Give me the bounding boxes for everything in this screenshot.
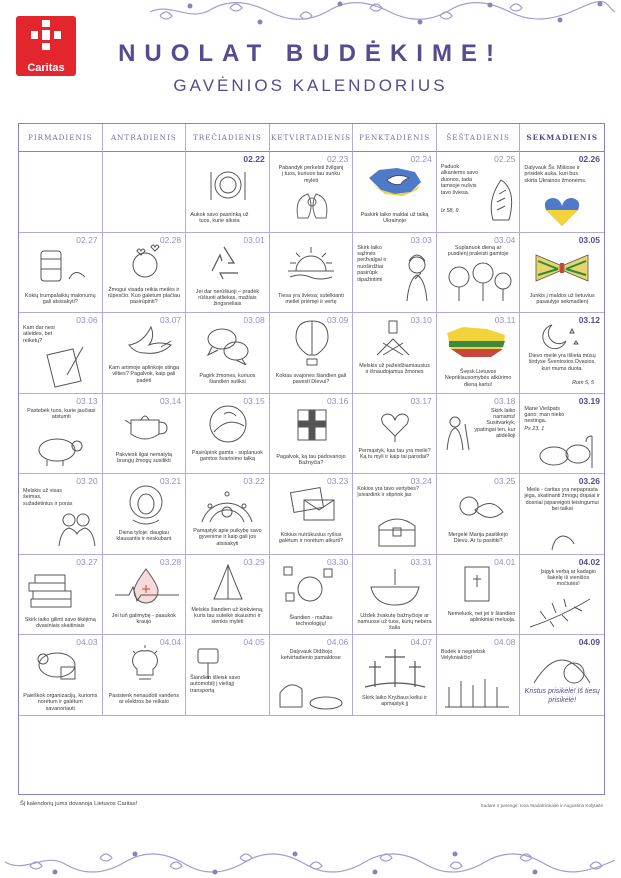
day-cell: [270, 394, 354, 475]
day-date: 03.25: [494, 476, 516, 486]
caritas-logo-text: Caritas: [27, 62, 65, 74]
praying-hands-icon: [208, 561, 248, 605]
day-cell: [19, 394, 103, 475]
day-text: Kokias svajones šiandien gali pavesti Dievui?: [275, 373, 347, 386]
day-cell: [19, 313, 103, 394]
day-date: 03.07: [159, 315, 182, 325]
day-cell: [19, 555, 103, 636]
volunteer-sheep-icon: [33, 645, 83, 685]
bread-icon: [487, 176, 517, 224]
day-cell: [103, 394, 187, 475]
day-text: Pamąstyk apie puikybę savo gyvenime ir kaip gali jos atsisakyti: [193, 528, 262, 547]
day-cell: [353, 394, 437, 475]
day-date: 03.15: [243, 395, 265, 406]
day-cell: [19, 233, 103, 314]
books-stack-icon: [25, 563, 85, 613]
empty-tomb-icon: [530, 645, 594, 685]
cleaning-person-icon: [441, 414, 471, 454]
day-text: Aukok savo pasninką už tuos, kurie alksta: [190, 212, 249, 225]
day-date: 04.04: [159, 637, 182, 647]
day-date: 03.10: [410, 315, 432, 325]
day-cell: [103, 474, 187, 555]
day-cell: [437, 474, 521, 555]
day-text: Melskis už pažeidžiamiausius ir išnaudojamus žmones: [359, 363, 430, 376]
day-cell: [270, 474, 354, 555]
hand-icon: [550, 532, 576, 552]
day-text: Švęsk Lietuvos Nepriklausomybės atkūrimo dieną kartu!: [444, 369, 512, 388]
weekday-header: PIRMADIENIS: [19, 124, 103, 152]
social-media-icon: [280, 563, 340, 611]
day-text: Mane Viešpats gano: man nieko nestinga.: [524, 405, 565, 425]
day-text: Šiandien - mažiau technologijų!: [289, 614, 333, 627]
sleeping-baby-icon: [453, 486, 505, 526]
day-date: 04.02: [578, 556, 600, 567]
day-date: 04.05: [243, 637, 265, 647]
day-text: Budėk ir negriebsk Velykniakčio!: [440, 649, 486, 662]
day-date: 03.06: [76, 315, 98, 325]
ukraine-map-dove-icon: [367, 164, 423, 198]
day-text: Dievo meilė yra išlieta mūsų širdyse Šventosios Dvasios, kuri mums duota.: [528, 353, 596, 372]
palm-branch-icon: [526, 595, 596, 631]
sheep-silence-icon: [123, 482, 169, 526]
weekday-header: TREČIADIENIS: [186, 124, 270, 152]
ornament-top: [0, 0, 621, 40]
day-text: Nemeluok, net jei ir šiandien aplinkiniai meluoja.: [447, 610, 516, 623]
day-date: 03.20: [76, 476, 98, 486]
day-text: Junkis į maldos už lietuvius pasaulyje sekmadienį: [529, 292, 595, 305]
day-date: 03.24: [410, 476, 432, 486]
sunrise-icon: [286, 243, 336, 283]
candles-icon: [443, 671, 513, 711]
day-cell: [353, 152, 437, 233]
day-text: Tiesa yra šviesa; sutelkianti meilei priėmęi ir vertę: [278, 292, 344, 305]
day-text: Permąstyk, kas tau yra meilė? Ką tu myli ir kaip tai parodai?: [358, 447, 431, 460]
day-date: 04.01: [494, 556, 516, 567]
day-date: 03.18: [494, 395, 516, 406]
day-date: 03.14: [159, 395, 182, 406]
heart-hand-icon: [377, 408, 413, 444]
page-subtitle: GAVĖNIOS KALENDORIUS: [173, 76, 448, 95]
day-text: Diena tyloje: daugiau klausantis ir neskubant: [116, 530, 172, 543]
shepherd-sheep-icon: [534, 434, 598, 470]
day-text: Skirk laiko namams! Susitvarkyk, ypatingai ten, kur atidėlioji: [474, 407, 516, 440]
day-cell: [520, 635, 604, 716]
thinking-person-icon: [401, 251, 433, 307]
empty-cell: [19, 152, 103, 233]
day-cell: [437, 635, 521, 716]
day-date: 03.17: [410, 395, 432, 406]
recycle-icon: [204, 243, 244, 283]
calendar-grid: [18, 123, 605, 795]
weekday-header: PENKTADIENIS: [353, 124, 437, 152]
day-date: 03.13: [76, 395, 98, 406]
bible-reference: Rom 5, 5: [572, 380, 594, 386]
day-date: 03.26: [578, 476, 600, 486]
day-text: Jei tuń galimybę - paaukok kraujo: [111, 612, 176, 625]
day-date: 03.04: [494, 234, 516, 245]
day-date: 02.23: [327, 154, 349, 164]
day-date: 03.21: [159, 476, 182, 486]
day-cell: [186, 555, 270, 636]
day-date: 02.22: [243, 154, 265, 164]
day-text: Pastebėk tuos, kurie jaučiasi atstumti: [27, 407, 96, 420]
faces-icon: [292, 188, 332, 224]
day-date: 03.01: [243, 234, 265, 245]
hot-air-balloon-icon: [294, 319, 330, 369]
day-text: Įsigyk verbą ar kadagio šakelę iš vienišos močiutės!: [540, 568, 596, 588]
day-cell: [520, 233, 604, 314]
sheep-icon: [33, 434, 85, 468]
footer-gift-note: Šį kalendorių jums dovanoja Lietuvos Caritas!: [20, 801, 138, 807]
day-text: Dalyvauk Šv. Mišiose ir prisidėk auka, kuri bus skirta Ukrainos žmonėms.: [524, 165, 587, 184]
day-date: 03.03: [410, 234, 432, 245]
day-cell: [437, 152, 521, 233]
day-cell: [437, 555, 521, 636]
day-date: 04.08: [494, 637, 516, 647]
dove-icon: [125, 323, 175, 359]
day-cell: [19, 635, 103, 716]
day-cell: [186, 394, 270, 475]
day-text: Šiandien išleisk savo automobilį į viešąjį transportą: [190, 675, 241, 694]
day-cell: [103, 233, 187, 314]
day-text: Kokios yra tavo vertybės? Įsivardink ir stiprink jas: [357, 486, 420, 499]
day-text: Dalyvauk Didžiojo ketvirtadienio pamaldose: [281, 649, 341, 662]
day-date: 03.31: [410, 556, 432, 567]
day-text: Uždek žvakutę bažnyčioje ar namuose už tuos, kurių nebėra šalia: [357, 612, 432, 632]
day-cell: [437, 313, 521, 394]
day-text: Pasirūpink gamta - suplanuok gamtos švarinimo talką: [191, 449, 263, 462]
bible-book-icon: [457, 565, 497, 605]
day-text: Paieškok organizacijų, kurioms norėtum ir galėtum savanoriauti: [23, 693, 98, 712]
day-date: 03.19: [578, 395, 600, 406]
day-cell: [270, 152, 354, 233]
day-text: Pagirk žmones, kuriuos šiandien sutiksi: [199, 373, 256, 386]
lithuania-flag-map-icon: [443, 323, 509, 361]
day-date: 03.12: [578, 315, 600, 325]
day-cell: [353, 635, 437, 716]
foot-washing-icon: [276, 675, 346, 711]
empty-cell: [103, 152, 187, 233]
day-cell: [270, 233, 354, 314]
day-date: 03.30: [327, 556, 349, 567]
day-text: Kam dar nesi atleides, bet reiketų?: [23, 325, 55, 344]
day-cell: [186, 152, 270, 233]
page-title: NUOLAT BUDĖKIME!: [118, 40, 503, 67]
ornament-bottom: [0, 838, 621, 878]
plate-cutlery-icon: [208, 168, 248, 202]
day-cell: [353, 233, 437, 314]
weekday-header: KETVIRTADIENIS: [270, 124, 354, 152]
day-cell: [353, 555, 437, 636]
light-bulb-icon: [129, 645, 161, 689]
day-date: 04.06: [327, 637, 349, 647]
weekday-header: ŠEŠTADIENIS: [437, 124, 521, 152]
day-text: Kam artimoje aplinkoje stinga vilties? Pagalvok, kaip gali padėti: [108, 365, 180, 384]
day-cell: [520, 152, 604, 233]
day-date: 02.24: [410, 154, 432, 164]
three-crosses-icon: [363, 647, 427, 691]
day-cell: [103, 313, 187, 394]
day-text: Skirk laiko gilinti savo tikėjimą dvasiniais skaitiniais: [24, 616, 96, 629]
day-text: Žmogui visada reikia meilės ir rūpesčio. Kuo galėtum plačiau pasirūpinti?: [107, 286, 180, 306]
day-text: Melskis už visas šeimas, sužadėtinius ir poras: [23, 488, 73, 507]
day-cell: [103, 635, 187, 716]
day-date: 03.11: [494, 315, 516, 325]
day-cell: [270, 635, 354, 716]
folk-bowtie-icon: [534, 251, 590, 285]
day-cell: [437, 394, 521, 475]
day-text: Meilė - ćaritas yra nepaprasta jėga, skatinanti žmogų drąsiai ir dosniai įsipareigoti teisingumui bei taikai: [524, 487, 600, 513]
hugging-hearts-icon: [127, 243, 163, 283]
day-cell: [103, 555, 187, 636]
day-text: Jei dar nerūšiuoji – pradėk rūšiuoti atliekas, mažiais žingsneliais: [195, 288, 260, 308]
day-cell: [186, 313, 270, 394]
day-text: Kokių trumpalaikių malonumų gali atsisakyti?: [24, 292, 96, 305]
candle-bowl-icon: [367, 565, 423, 607]
day-date: 02.27: [76, 234, 98, 245]
day-date: 03.16: [327, 395, 349, 406]
day-date: 04.09: [578, 637, 600, 647]
writing-notebook-icon: [43, 345, 89, 389]
day-date: 03.05: [578, 234, 600, 245]
moon-stars-icon: [538, 321, 582, 351]
day-cell: [186, 635, 270, 716]
day-text: Paduok alkaniems savo duonos, tada tamsoje nušvis tavo šviesa.: [440, 164, 478, 196]
day-cell: [270, 555, 354, 636]
day-text: Kristus prisikėlė! Iš tiesų prisikėlė!: [524, 688, 600, 704]
day-text: Melskis šiandien už kiekvieną, kuris tau suteikė skausmo ir sienkis mylėti: [191, 606, 264, 626]
day-cell: [353, 474, 437, 555]
nature-bird-icon: [204, 402, 254, 446]
day-cell: [270, 313, 354, 394]
peacock-icon: [198, 482, 256, 526]
day-date: 03.29: [243, 556, 265, 567]
gift-cross-icon: [296, 404, 328, 444]
day-cell: [186, 474, 270, 555]
coffee-cup-icon: [37, 245, 89, 285]
weekday-header: ANTRADIENIS: [103, 124, 187, 152]
trees-icon: [443, 261, 513, 307]
day-date: 02.28: [159, 234, 182, 245]
footer-credits: Sudarė ir parengė: Ieva Stadalninkaitė ir Augustina Kolytaitė: [480, 803, 603, 808]
day-cell: [186, 233, 270, 314]
day-date: 04.03: [76, 637, 98, 647]
teapot-icon: [123, 404, 169, 446]
treasure-chest-icon: [375, 510, 419, 550]
day-date: 03.23: [327, 476, 349, 486]
day-cell: [520, 394, 604, 475]
day-text: Paskirk laiko maldai už taiką Ukrainoje: [360, 212, 429, 225]
day-cell: [353, 313, 437, 394]
day-cell: [520, 313, 604, 394]
day-text: Pabandyk perkelsti žvilgsnį į tuos, kuriuos tau sunku mylėti: [278, 165, 344, 184]
weekday-header: SEKMADIENIS: [520, 124, 604, 152]
envelopes-icon: [288, 482, 338, 524]
day-text: Pagalvok, ką tau padovanojo Bažnyčia?: [276, 453, 346, 466]
day-cell: [520, 474, 604, 555]
day-date: 03.08: [243, 315, 265, 325]
day-date: 02.25: [494, 154, 516, 164]
day-text: Pasistenk nenaudoti vandens ar elektros be reikalo: [108, 693, 180, 706]
day-date: 03.22: [243, 476, 265, 486]
day-text: Pakviesk ilgai nematytą brangų žmogų susitikti: [115, 451, 173, 464]
bound-hands-icon: [369, 319, 417, 359]
day-date: 04.07: [410, 637, 432, 647]
day-date: 03.27: [76, 556, 98, 567]
day-text: Suplanuok dieną ar pusdienį praleisti gamtoje: [447, 244, 509, 257]
day-text: Skirk laiko Kryžiaus keliui ir apmąstyk jį: [362, 695, 428, 708]
day-text: Skirk laiko sąžinės peržvalgai ir nuoširdžiai pasirūpk išpažintimi: [357, 244, 387, 283]
speech-bubbles-icon: [204, 325, 252, 365]
day-date: 03.28: [159, 556, 182, 567]
bible-reference: Iz 58, 9: [440, 208, 459, 214]
couple-icon: [55, 510, 97, 550]
day-text: Kokius nutrūkusius ryšius galėtum ir norėtum atkurti?: [278, 532, 344, 545]
day-cell: [437, 233, 521, 314]
day-cell: [19, 474, 103, 555]
heart-lock-icon: [542, 196, 582, 230]
day-cell: [520, 555, 604, 636]
day-text: Mergelė Marija pasitikėjo Dievu. Ar tu pasitiki?: [448, 532, 508, 545]
blood-drop-heartbeat-icon: [113, 565, 179, 605]
day-date: 02.26: [578, 154, 600, 164]
bible-reference: Ps 23, 1: [524, 425, 545, 432]
day-date: 03.09: [327, 315, 349, 325]
